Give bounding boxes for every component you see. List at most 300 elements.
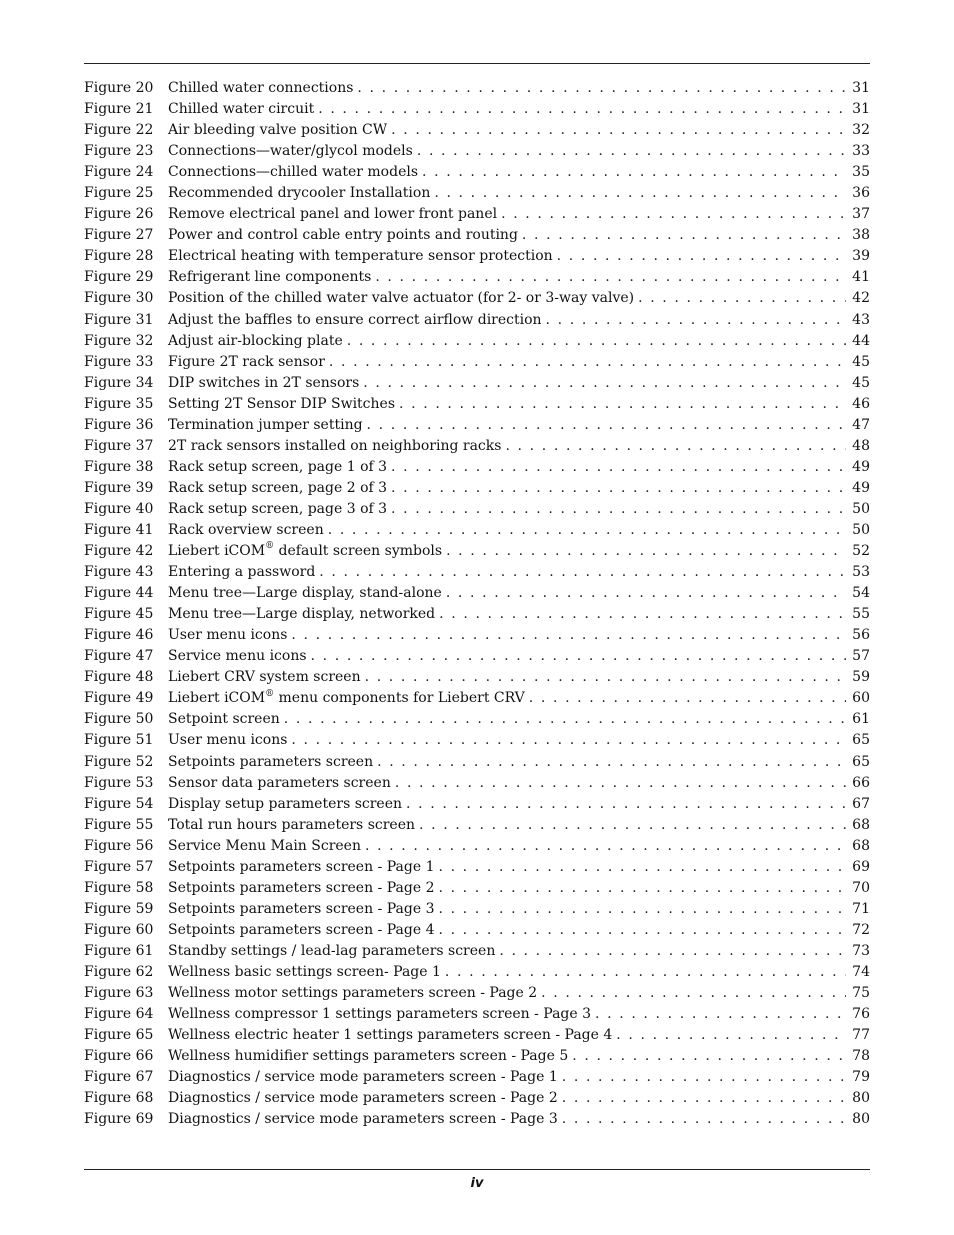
figure-title-text: Setpoints parameters screen - Page 1	[168, 858, 435, 875]
figure-title-text: Air bleeding valve position CW	[168, 122, 388, 139]
figure-title-text: Display setup parameters screen	[168, 795, 403, 812]
toc-entry[interactable]	[84, 246, 870, 267]
dot-leader	[365, 836, 846, 857]
page-reference: 31	[852, 80, 870, 96]
dot-leader	[365, 667, 846, 688]
dot-leader	[417, 141, 846, 162]
figure-title-text: Total run hours parameters screen	[168, 816, 415, 833]
figure-title-text: Adjust air-blocking plate	[168, 332, 343, 349]
figure-title-text: Wellness motor settings parameters screen - Page 2	[168, 985, 538, 1002]
figure-number: Figure 60	[84, 921, 154, 938]
page-reference: 71	[852, 900, 870, 917]
page-reference: 44	[852, 332, 870, 349]
dot-leader	[438, 878, 846, 899]
toc-entry[interactable]	[84, 730, 870, 751]
dot-leader	[438, 857, 846, 878]
page-reference: 38	[852, 227, 870, 244]
page-reference: 53	[852, 564, 870, 581]
page-reference: 74	[852, 963, 870, 980]
figure-title	[168, 288, 634, 309]
figure-number: Figure 46	[84, 627, 154, 644]
figure-title	[168, 815, 415, 836]
toc-entry[interactable]	[84, 415, 870, 436]
figure-title-text: User menu icons	[168, 627, 288, 644]
page-reference: 65	[852, 753, 870, 770]
figure-title-text: Setpoint screen	[168, 711, 280, 728]
toc-entry[interactable]	[84, 120, 870, 141]
figure-title	[168, 204, 497, 225]
figure-title	[168, 415, 363, 436]
toc-entry[interactable]	[84, 478, 870, 499]
toc-entry[interactable]	[84, 815, 870, 836]
page-reference: 72	[852, 921, 870, 938]
page-reference: 36	[852, 185, 870, 202]
dot-leader	[505, 436, 846, 457]
figure-title	[168, 436, 501, 457]
toc-entry[interactable]	[84, 878, 870, 899]
toc-entry[interactable]	[84, 331, 870, 352]
dot-leader	[439, 604, 846, 625]
figure-number: Figure 58	[84, 879, 154, 896]
figure-number: Figure 39	[84, 479, 154, 496]
figure-number: Figure 61	[84, 942, 154, 959]
page-reference: 50	[852, 500, 870, 517]
figure-title	[168, 225, 518, 246]
figure-title-text: Wellness electric heater 1 settings parameters screen - Page 4	[168, 1027, 613, 1044]
toc-entry[interactable]	[84, 752, 870, 773]
toc-entry[interactable]	[84, 520, 870, 541]
figure-number: Figure 53	[84, 774, 154, 791]
dot-leader	[422, 162, 846, 183]
toc-entry[interactable]	[84, 267, 870, 288]
figure-title	[168, 162, 418, 183]
toc-entry[interactable]	[84, 436, 870, 457]
toc-entry[interactable]	[84, 625, 870, 646]
dot-leader	[438, 920, 846, 941]
page-reference: 37	[852, 206, 870, 223]
toc-entry[interactable]	[84, 394, 870, 415]
dot-leader	[499, 941, 846, 962]
page-reference: 54	[852, 585, 870, 602]
figure-number: Figure 57	[84, 858, 154, 875]
figure-number: Figure 25	[84, 185, 154, 202]
dot-leader	[572, 1046, 846, 1067]
figure-title-text: Liebert iCOM	[168, 543, 266, 560]
figure-title-text: Setpoints parameters screen - Page 3	[168, 900, 435, 917]
figure-title-text: Liebert CRV system screen	[168, 669, 361, 686]
dot-leader	[541, 983, 846, 1004]
page-reference: 60	[852, 690, 870, 707]
figure-title-text: Sensor data parameters screen	[168, 774, 391, 791]
toc-entry[interactable]	[84, 457, 870, 478]
figure-title	[168, 899, 434, 920]
page-reference: 39	[852, 248, 870, 265]
toc-entry[interactable]	[84, 667, 870, 688]
figure-number: Figure 44	[84, 585, 154, 602]
page-reference: 56	[852, 627, 870, 644]
dot-leader	[529, 688, 846, 709]
figure-title	[168, 1109, 558, 1130]
figure-title-text: Connections—water/glycol models	[168, 143, 413, 160]
figure-number: Figure 45	[84, 606, 154, 623]
figure-title-text: Standby settings / lead-lag parameters screen	[168, 942, 496, 959]
figure-title	[168, 625, 287, 646]
figure-title	[168, 394, 395, 415]
figure-title	[168, 752, 373, 773]
page-reference: 76	[852, 1006, 870, 1023]
dot-leader	[363, 373, 846, 394]
figure-title-text: Rack setup screen, page 2 of 3	[168, 479, 388, 496]
page-reference: 45	[852, 353, 870, 370]
toc-entry[interactable]	[84, 899, 870, 920]
figure-title	[168, 499, 387, 520]
page-reference: 67	[852, 795, 870, 812]
figure-number: Figure 35	[84, 395, 154, 412]
figure-title	[168, 667, 361, 688]
figure-number: Figure 34	[84, 374, 154, 391]
page-reference: 32	[852, 122, 870, 139]
figure-number: Figure 69	[84, 1111, 154, 1128]
dot-leader	[391, 499, 846, 520]
figure-title-text: Wellness compressor 1 settings parameters screen - Page 3	[168, 1006, 592, 1023]
figure-title	[168, 836, 361, 857]
footer-rule	[84, 1169, 870, 1170]
figure-title	[168, 983, 537, 1004]
figure-number: Figure 32	[84, 332, 154, 349]
figure-title-text: Menu tree—Large display, stand-alone	[168, 585, 442, 602]
dot-leader	[319, 562, 846, 583]
figure-title	[168, 1046, 568, 1067]
toc-entry[interactable]	[84, 78, 870, 99]
dot-leader	[328, 520, 846, 541]
dot-leader	[399, 394, 846, 415]
figure-title-text: Connections—chilled water models	[168, 164, 419, 181]
dot-leader	[406, 794, 846, 815]
dot-leader	[446, 583, 846, 604]
figure-title-text: Service menu icons	[168, 648, 307, 665]
figure-title	[168, 541, 442, 562]
page-reference: 79	[852, 1069, 870, 1086]
figure-title-suffix: menu components for Liebert CRV	[274, 690, 525, 707]
toc-entry[interactable]	[84, 162, 870, 183]
toc-entry[interactable]	[84, 1067, 870, 1088]
header-rule	[84, 63, 870, 64]
figure-title	[168, 794, 402, 815]
toc-entry[interactable]	[84, 604, 870, 625]
figure-number: Figure 67	[84, 1069, 154, 1086]
figure-title-text: Chilled water circuit	[168, 101, 315, 118]
figure-title	[168, 183, 430, 204]
figure-title	[168, 878, 434, 899]
toc-entry[interactable]	[84, 225, 870, 246]
figure-title-text: Figure 2T rack sensor	[168, 353, 325, 370]
page-reference: 61	[852, 711, 870, 728]
figure-number: Figure 50	[84, 711, 154, 728]
toc-entry[interactable]	[84, 1109, 870, 1130]
figure-title	[168, 520, 324, 541]
figure-title-text: User menu icons	[168, 732, 288, 749]
figure-title-text: Adjust the baffles to ensure correct airflow direction	[168, 311, 542, 328]
page-reference: 68	[852, 837, 870, 854]
figure-number: Figure 27	[84, 227, 154, 244]
toc-entry[interactable]	[84, 941, 870, 962]
figure-number: Figure 37	[84, 437, 154, 454]
figure-number: Figure 65	[84, 1027, 154, 1044]
page-reference: 52	[852, 543, 870, 560]
figure-title	[168, 1067, 558, 1088]
figure-title	[168, 709, 280, 730]
figure-title	[168, 773, 391, 794]
figure-number: Figure 28	[84, 248, 154, 265]
page-reference: 80	[852, 1090, 870, 1107]
dot-leader	[557, 246, 846, 267]
toc-entry[interactable]	[84, 688, 870, 709]
dot-leader	[638, 288, 846, 309]
figure-number: Figure 31	[84, 311, 154, 328]
figure-title-text: Electrical heating with temperature sensor protection	[168, 248, 553, 265]
figure-title-text: Rack setup screen, page 1 of 3	[168, 458, 388, 475]
figure-number: Figure 49	[84, 690, 154, 707]
figure-number: Figure 63	[84, 985, 154, 1002]
figure-number: Figure 22	[84, 122, 154, 139]
toc-entry[interactable]	[84, 562, 870, 583]
page-reference: 65	[852, 732, 870, 749]
figure-title	[168, 310, 542, 331]
figure-number: Figure 59	[84, 900, 154, 917]
figure-number: Figure 56	[84, 837, 154, 854]
dot-leader	[419, 815, 846, 836]
toc-entry[interactable]	[84, 920, 870, 941]
figure-title-text: Setpoints parameters screen - Page 2	[168, 879, 435, 896]
figure-number: Figure 40	[84, 500, 154, 517]
figure-title-text: Refrigerant line components	[168, 269, 372, 286]
figure-number: Figure 42	[84, 543, 154, 560]
figure-title-text: Chilled water connections	[168, 80, 354, 96]
toc-entry[interactable]	[84, 499, 870, 520]
figure-number: Figure 62	[84, 963, 154, 980]
figure-title-text: Setpoints parameters screen - Page 4	[168, 921, 435, 938]
toc-entry[interactable]	[84, 857, 870, 878]
page-reference: 49	[852, 458, 870, 475]
dot-leader	[284, 709, 846, 730]
page-reference: 47	[852, 416, 870, 433]
figure-number: Figure 21	[84, 101, 154, 118]
figure-title	[168, 1025, 612, 1046]
figure-title-text: Diagnostics / service mode parameters screen - Page 1	[168, 1069, 558, 1086]
figure-title-text: Rack setup screen, page 3 of 3	[168, 500, 388, 517]
dot-leader	[291, 625, 846, 646]
figure-number: Figure 30	[84, 290, 154, 307]
figure-title	[168, 583, 442, 604]
figure-number: Figure 47	[84, 648, 154, 665]
page-reference: 69	[852, 858, 870, 875]
toc-entry[interactable]	[84, 1004, 870, 1025]
toc-entry[interactable]	[84, 288, 870, 309]
figure-title	[168, 562, 315, 583]
figure-number: Figure 52	[84, 753, 154, 770]
figure-title	[168, 478, 387, 499]
dot-leader	[546, 310, 846, 331]
dot-leader	[616, 1025, 846, 1046]
toc-entry[interactable]	[84, 99, 870, 120]
dot-leader	[438, 899, 846, 920]
dot-leader	[595, 1004, 846, 1025]
page-reference: 55	[852, 606, 870, 623]
toc-entry[interactable]	[84, 352, 870, 373]
page-reference: 46	[852, 395, 870, 412]
figure-title	[168, 730, 287, 751]
figure-title	[168, 141, 413, 162]
figure-title	[168, 99, 314, 120]
figure-title	[168, 941, 495, 962]
figure-title	[168, 120, 387, 141]
figure-title	[168, 78, 353, 99]
figure-number: Figure 36	[84, 416, 154, 433]
figure-title-text: Setting 2T Sensor DIP Switches	[168, 395, 396, 412]
page-reference: 66	[852, 774, 870, 791]
figure-title-text: DIP switches in 2T sensors	[168, 374, 360, 391]
figure-title	[168, 1004, 591, 1025]
figure-title-text: Liebert iCOM	[168, 690, 266, 707]
figure-title-text: Rack overview screen	[168, 521, 324, 538]
figure-title	[168, 962, 441, 983]
toc-entry[interactable]	[84, 1046, 870, 1067]
dot-leader	[377, 752, 846, 773]
figure-title	[168, 457, 387, 478]
page-reference: 45	[852, 374, 870, 391]
figure-title-text: 2T rack sensors installed on neighboring racks	[168, 437, 502, 454]
figure-number: Figure 23	[84, 143, 154, 160]
figure-title	[168, 857, 434, 878]
dot-leader	[445, 962, 846, 983]
figure-title	[168, 604, 435, 625]
figure-number: Figure 26	[84, 206, 154, 223]
figure-number: Figure 68	[84, 1090, 154, 1107]
toc-entry[interactable]	[84, 983, 870, 1004]
page-reference: 78	[852, 1048, 870, 1065]
list-of-figures	[84, 78, 870, 1130]
dot-leader	[562, 1067, 846, 1088]
figure-title	[168, 646, 307, 667]
dot-leader	[318, 99, 846, 120]
toc-entry[interactable]	[84, 541, 870, 562]
figure-title-text: Termination jumper setting	[168, 416, 363, 433]
page-number: iv	[470, 1176, 484, 1191]
dot-leader	[391, 478, 846, 499]
toc-entry[interactable]	[84, 962, 870, 983]
figure-title-text: Wellness humidifier settings parameters screen - Page 5	[168, 1048, 569, 1065]
figure-number: Figure 51	[84, 732, 154, 749]
dot-leader	[562, 1088, 846, 1109]
toc-entry[interactable]	[84, 1025, 870, 1046]
figure-title	[168, 688, 525, 709]
dot-leader	[391, 457, 846, 478]
figure-title-text: Setpoints parameters screen	[168, 753, 374, 770]
toc-entry[interactable]	[84, 646, 870, 667]
dot-leader	[522, 225, 846, 246]
dot-leader	[347, 331, 846, 352]
page-reference: 77	[852, 1027, 870, 1044]
figure-number: Figure 29	[84, 269, 154, 286]
page-reference: 42	[852, 290, 870, 307]
toc-entry[interactable]	[84, 794, 870, 815]
figure-title	[168, 246, 553, 267]
figure-title-text: Entering a password	[168, 564, 316, 581]
figure-title-text: Recommended drycooler Installation	[168, 185, 431, 202]
figure-number: Figure 54	[84, 795, 154, 812]
page-reference: 59	[852, 669, 870, 686]
figure-number: Figure 48	[84, 669, 154, 686]
page-reference: 33	[852, 143, 870, 160]
dot-leader	[357, 78, 846, 99]
figure-title	[168, 373, 359, 394]
page-reference: 48	[852, 437, 870, 454]
toc-entry[interactable]	[84, 773, 870, 794]
toc-entry[interactable]	[84, 709, 870, 730]
registered-mark: ®	[265, 688, 275, 699]
toc-entry[interactable]	[84, 310, 870, 331]
dot-leader	[391, 120, 846, 141]
toc-entry[interactable]	[84, 836, 870, 857]
figure-title-text: Remove electrical panel and lower front panel	[168, 206, 498, 223]
page-reference: 75	[852, 985, 870, 1002]
figure-title-text: Diagnostics / service mode parameters screen - Page 3	[168, 1111, 558, 1128]
page-reference: 68	[852, 816, 870, 833]
page-reference: 50	[852, 521, 870, 538]
figure-number: Figure 24	[84, 164, 154, 181]
page-reference: 73	[852, 942, 870, 959]
dot-leader	[501, 204, 846, 225]
figure-title	[168, 331, 343, 352]
toc-entry[interactable]	[84, 141, 870, 162]
figure-title	[168, 1088, 558, 1109]
page-reference: 80	[852, 1111, 870, 1128]
dot-leader	[329, 352, 846, 373]
page-reference: 31	[852, 101, 870, 118]
figure-number: Figure 55	[84, 816, 154, 833]
figure-title-text: Position of the chilled water valve actuator (for 2- or 3-way valve)	[168, 290, 635, 307]
registered-mark: ®	[265, 541, 275, 552]
figure-title	[168, 920, 434, 941]
dot-leader	[311, 646, 846, 667]
figure-title-text: Diagnostics / service mode parameters screen - Page 2	[168, 1090, 558, 1107]
page-reference: 57	[852, 648, 870, 665]
page-reference: 43	[852, 311, 870, 328]
page-reference: 41	[852, 269, 870, 286]
figure-title-text: Wellness basic settings screen- Page 1	[168, 963, 441, 980]
figure-title-suffix: default screen symbols	[274, 543, 443, 560]
figure-title-text: Service Menu Main Screen	[168, 837, 361, 854]
figure-title	[168, 352, 325, 373]
figure-number: Figure 38	[84, 458, 154, 475]
dot-leader	[562, 1109, 846, 1130]
dot-leader	[434, 183, 846, 204]
figure-number: Figure 33	[84, 353, 154, 370]
dot-leader	[446, 541, 846, 562]
page-reference: 49	[852, 479, 870, 496]
toc-entry[interactable]	[84, 204, 870, 225]
toc-entry[interactable]	[84, 1088, 870, 1109]
figure-title	[168, 267, 371, 288]
figure-number: Figure 64	[84, 1006, 154, 1023]
figure-title-text: Menu tree—Large display, networked	[168, 606, 436, 623]
toc-entry[interactable]	[84, 583, 870, 604]
page-reference: 35	[852, 164, 870, 181]
toc-entry[interactable]	[84, 183, 870, 204]
page-reference: 70	[852, 879, 870, 896]
dot-leader	[375, 267, 846, 288]
toc-entry[interactable]	[84, 373, 870, 394]
